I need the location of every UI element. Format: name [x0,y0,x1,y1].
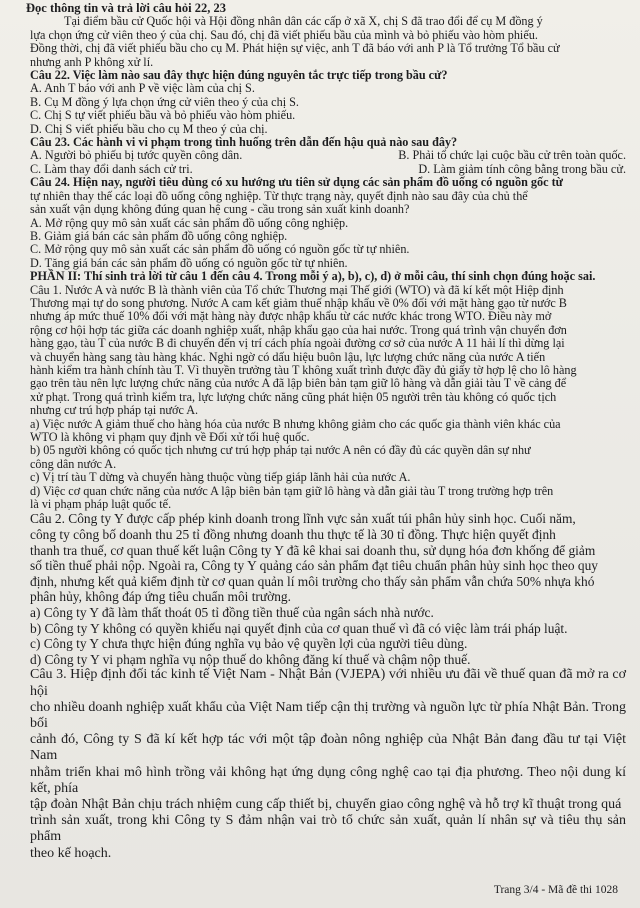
q3-line: cảnh đó, Công ty S đã kí kết hợp tác với một tập đoàn nông nghiệp của Nhật Bản đang đầu tư tại Việt Nam [30,732,626,764]
reading-heading: Đọc thông tin và trả lời câu hỏi 22, 23 [26,1,226,15]
q2-item: b) Công ty Y không có quyền khiếu nại quyết định của cơ quan thuế vì đã có việc làm trái pháp luật. [30,620,568,636]
option-b: B. Giảm giá bán các sản phẩm đồ uống công nghiệp. [30,228,288,243]
q1-line: và chuyển hàng sang tàu hàng khác. Nghi ngờ có dấu hiệu buôn lậu, lực lượng chức năng của nước A tiến [30,349,546,364]
q1-line: hàng gạo, tàu T của nước B đi chuyển đến vị trí cách phía ngoài đường cơ sở của nước A 11 hải lí thì dừng lại [30,336,565,351]
passage-line: Tại điểm bầu cử Quốc hội và Hội đồng nhân dân các cấp ở xã X, chị S đã trao đổi để cụ M đồng ý [64,14,543,29]
q1-line: gạo trên tàu nên lực lượng chức năng của nước A đã lập biên bản tạm giữ lô hàng và dẫn giải tàu T về cảng để [30,376,567,391]
q2-item: c) Công ty Y chưa thực hiện đúng nghĩa vụ bảo vệ quyền lợi của người tiêu dùng. [30,636,468,652]
q3-line: theo kế hoạch. [30,845,112,861]
option-a: A. Mở rộng quy mô sản xuất các sản phẩm đồ uống công nghiệp. [30,215,349,230]
question-stem-line: sản xuất vận dụng không đúng quan hệ cung - cầu trong sản xuất kinh doanh? [30,202,410,217]
page-footer: Trang 3/4 - Mã đề thi 1028 [493,884,618,896]
question-stem: Câu 23. Các hành vi vi phạm trong tình huống trên dẫn đến hậu quả nào sau đây? [30,135,458,150]
q1-item: a) Việc nước A giảm thuế cho hàng hóa của nước B nhưng không giảm cho các quốc gia thành viên khác của [30,416,561,431]
question-24 [30,176,626,270]
option-b: B. Phải tổ chức lại cuộc bầu cử trên toàn quốc. [398,148,626,163]
q3-line: trình sản xuất, trong khi Công ty S đảm nhận vai trò tổ chức sản xuất, quản lí nhân sự và tiêu thụ sản phẩm [30,813,626,845]
option-d: D. Tăng giá bán các sản phẩm đồ uống có nguồn gốc từ tự nhiên. [30,255,348,270]
q2-line: thanh tra thuế, cơ quan thuế kết luận Công ty Y đã kê khai sai doanh thu, sử dụng hóa đơn khống để giảm [30,542,596,558]
q2-line: định, nhưng kết quả kiểm định từ cơ quan quản lí môi trường cho thấy sản phẩm vẫn chứa 50% nhựa khó [30,573,595,589]
q1-line: nhưng áp mức thuế 10% đối với mặt hàng này được nhập khẩu từ các nước khác trong WTO. Điều này mở [30,309,552,324]
q1-line: hành kiểm tra hành chính tàu T. Vì thuyền trưởng tàu T không xuất trình được đầy đủ giấy tờ hợp lệ cho lô hàng [30,362,577,377]
q1-line: xử phạt. Trong quá trình kiểm tra, lực lượng chức năng cũng phát hiện 05 người trên tàu không có quốc tịch [30,389,557,404]
q2-item: d) Công ty Y vi phạm nghĩa vụ nộp thuế do không đăng kí thuế và chậm nộp thuế. [30,651,471,667]
q1-item: c) Vị trí tàu T dừng và chuyển hàng thuộc vùng tiếp giáp lãnh hải của nước A. [30,470,411,485]
q2-line: phân hủy, không đáp ứng tiêu chuẩn môi trường. [30,589,291,605]
option-d: D. Làm giảm tính công bằng trong bầu cử. [418,161,626,176]
q1-line: nhưng cư trú hợp pháp tại nước A. [30,403,199,418]
question-22 [30,69,626,136]
q2-line: Câu 2. Công ty Y được cấp phép kinh doanh trong lĩnh vực sản xuất túi phân hủy sinh học. Cuối năm, [30,511,576,527]
option-a: A. Anh T báo với anh P về việc làm của chị S. [30,81,255,96]
part2-question-3 [30,667,626,861]
question-23 [30,136,626,176]
q1-item: WTO là không vi phạm quy định về Đối xử tối huệ quốc. [30,430,310,444]
question-stem-line: tự nhiên thay thế các loại đồ uống công nghiệp. Từ thực trạng này, quyết định nào sau đây của chủ thể [30,188,528,203]
q3-line: Câu 3. Hiệp định đối tác kinh tế Việt Nam - Nhật Bản (VJEPA) với nhiều ưu đãi về thuế quan đã mở ra cơ hội [30,667,626,699]
passage-line: nhưng anh P không xử lí. [30,54,154,69]
option-c: C. Chị S tự viết phiếu bầu và bỏ phiếu vào hòm phiếu. [30,108,296,123]
q3-line: cho nhiều doanh nghiệp xuất khẩu của Việt Nam tiếp cận thị trường và nguồn lực từ phía Nhật Bản. Trong bối [30,699,626,731]
passage-line: lựa chọn ứng cử viên theo ý của chị. Sau đó, chị đã viết phiếu bầu của mình và bỏ phiếu vào hòm phiếu. [30,27,538,42]
q3-line: nhằm triển khai mô hình trồng vải không hạt ứng dụng công nghệ cao tại địa phương. Theo nội dung kí kết, phía [30,764,626,796]
q1-item: công dân nước A. [30,456,117,471]
question-stem: Câu 24. Hiện nay, người tiêu dùng có xu hướng ưu tiên sử dụng các sản phẩm đồ uống có nguồn gốc từ [30,175,563,190]
option-d: D. Chị S viết phiếu bầu cho cụ M theo ý của chị. [30,121,268,136]
q1-line: Câu 1. Nước A và nước B là thành viên của Tổ chức Thương mại Thế giới (WTO) và đã kí kết một Hiệp định [30,282,564,297]
q2-line: công ty công bố doanh thu 25 tỉ đồng nhưng doanh thu thực tế là 30 tỉ đồng. Thực hiện quyết định [30,527,556,543]
q1-item: b) 05 người không có quốc tịch nhưng cư trú hợp pháp tại nước A nên có đầy đủ các quyền dân sự như [30,443,531,458]
q1-line: Thương mại tự do song phương. Nước A cam kết giảm thuế nhập khẩu về 0% đối với mặt hàng gạo từ nước B [30,295,567,310]
q3-line: tập đoàn Nhật Bản chịu trách nhiệm cung cấp thiết bị, chuyển giao công nghệ và hỗ trợ kĩ thuật trong quá [30,797,622,812]
option-b: B. Cụ M đồng ý lựa chọn ứng cử viên theo ý của chị S. [30,94,299,109]
q1-line: rộng cơ hội hợp tác giữa các doanh nghiệp xuất, nhập khẩu gạo của hai nước. Trong quá trình vận chuyển đơn [30,322,567,337]
q1-item: là vi phạm pháp luật quốc tế. [30,497,172,512]
question-stem: Câu 22. Việc làm nào sau đây thực hiện đúng nguyên tắc trực tiếp trong bầu cử? [30,68,448,83]
part-2-heading: PHẦN II: Thí sinh trả lời từ câu 1 đến câu 4. Trong mỗi ý a), b), c), d) ở mỗi câu, thí sinh chọn đúng hoặc sai. [30,269,596,284]
option-c: C. Làm thay đổi danh sách cử tri. [30,161,193,176]
option-a: A. Người bỏ phiếu bị tước quyền công dân. [30,148,243,163]
q2-item: a) Công ty Y đã làm thất thoát 05 tỉ đồng tiền thuế của ngân sách nhà nước. [30,605,434,620]
option-c: C. Mở rộng quy mô sản xuất các sản phẩm đồ uống có nguồn gốc từ tự nhiên. [30,242,410,257]
passage-line: Đồng thời, chị đã viết phiếu bầu cho cụ M. Phát hiện sự việc, anh T đã báo với anh P là Tổ trưởng Tổ bầu cử [30,41,560,56]
q1-item: d) Việc cơ quan chức năng của nước A lập biên bản tạm giữ lô hàng và dẫn giải tàu T trong trường hợp trên [30,483,554,498]
q2-line: số tiền thuế phải nộp. Ngoài ra, Công ty Y quảng cáo sản phẩm đạt tiêu chuẩn phân hủy sinh học theo quy [30,558,598,574]
passage-22-23 [30,15,626,69]
options-row [30,163,626,176]
part2-question-1 [30,284,626,512]
part2-question-2 [30,511,626,667]
options-row [30,149,626,162]
